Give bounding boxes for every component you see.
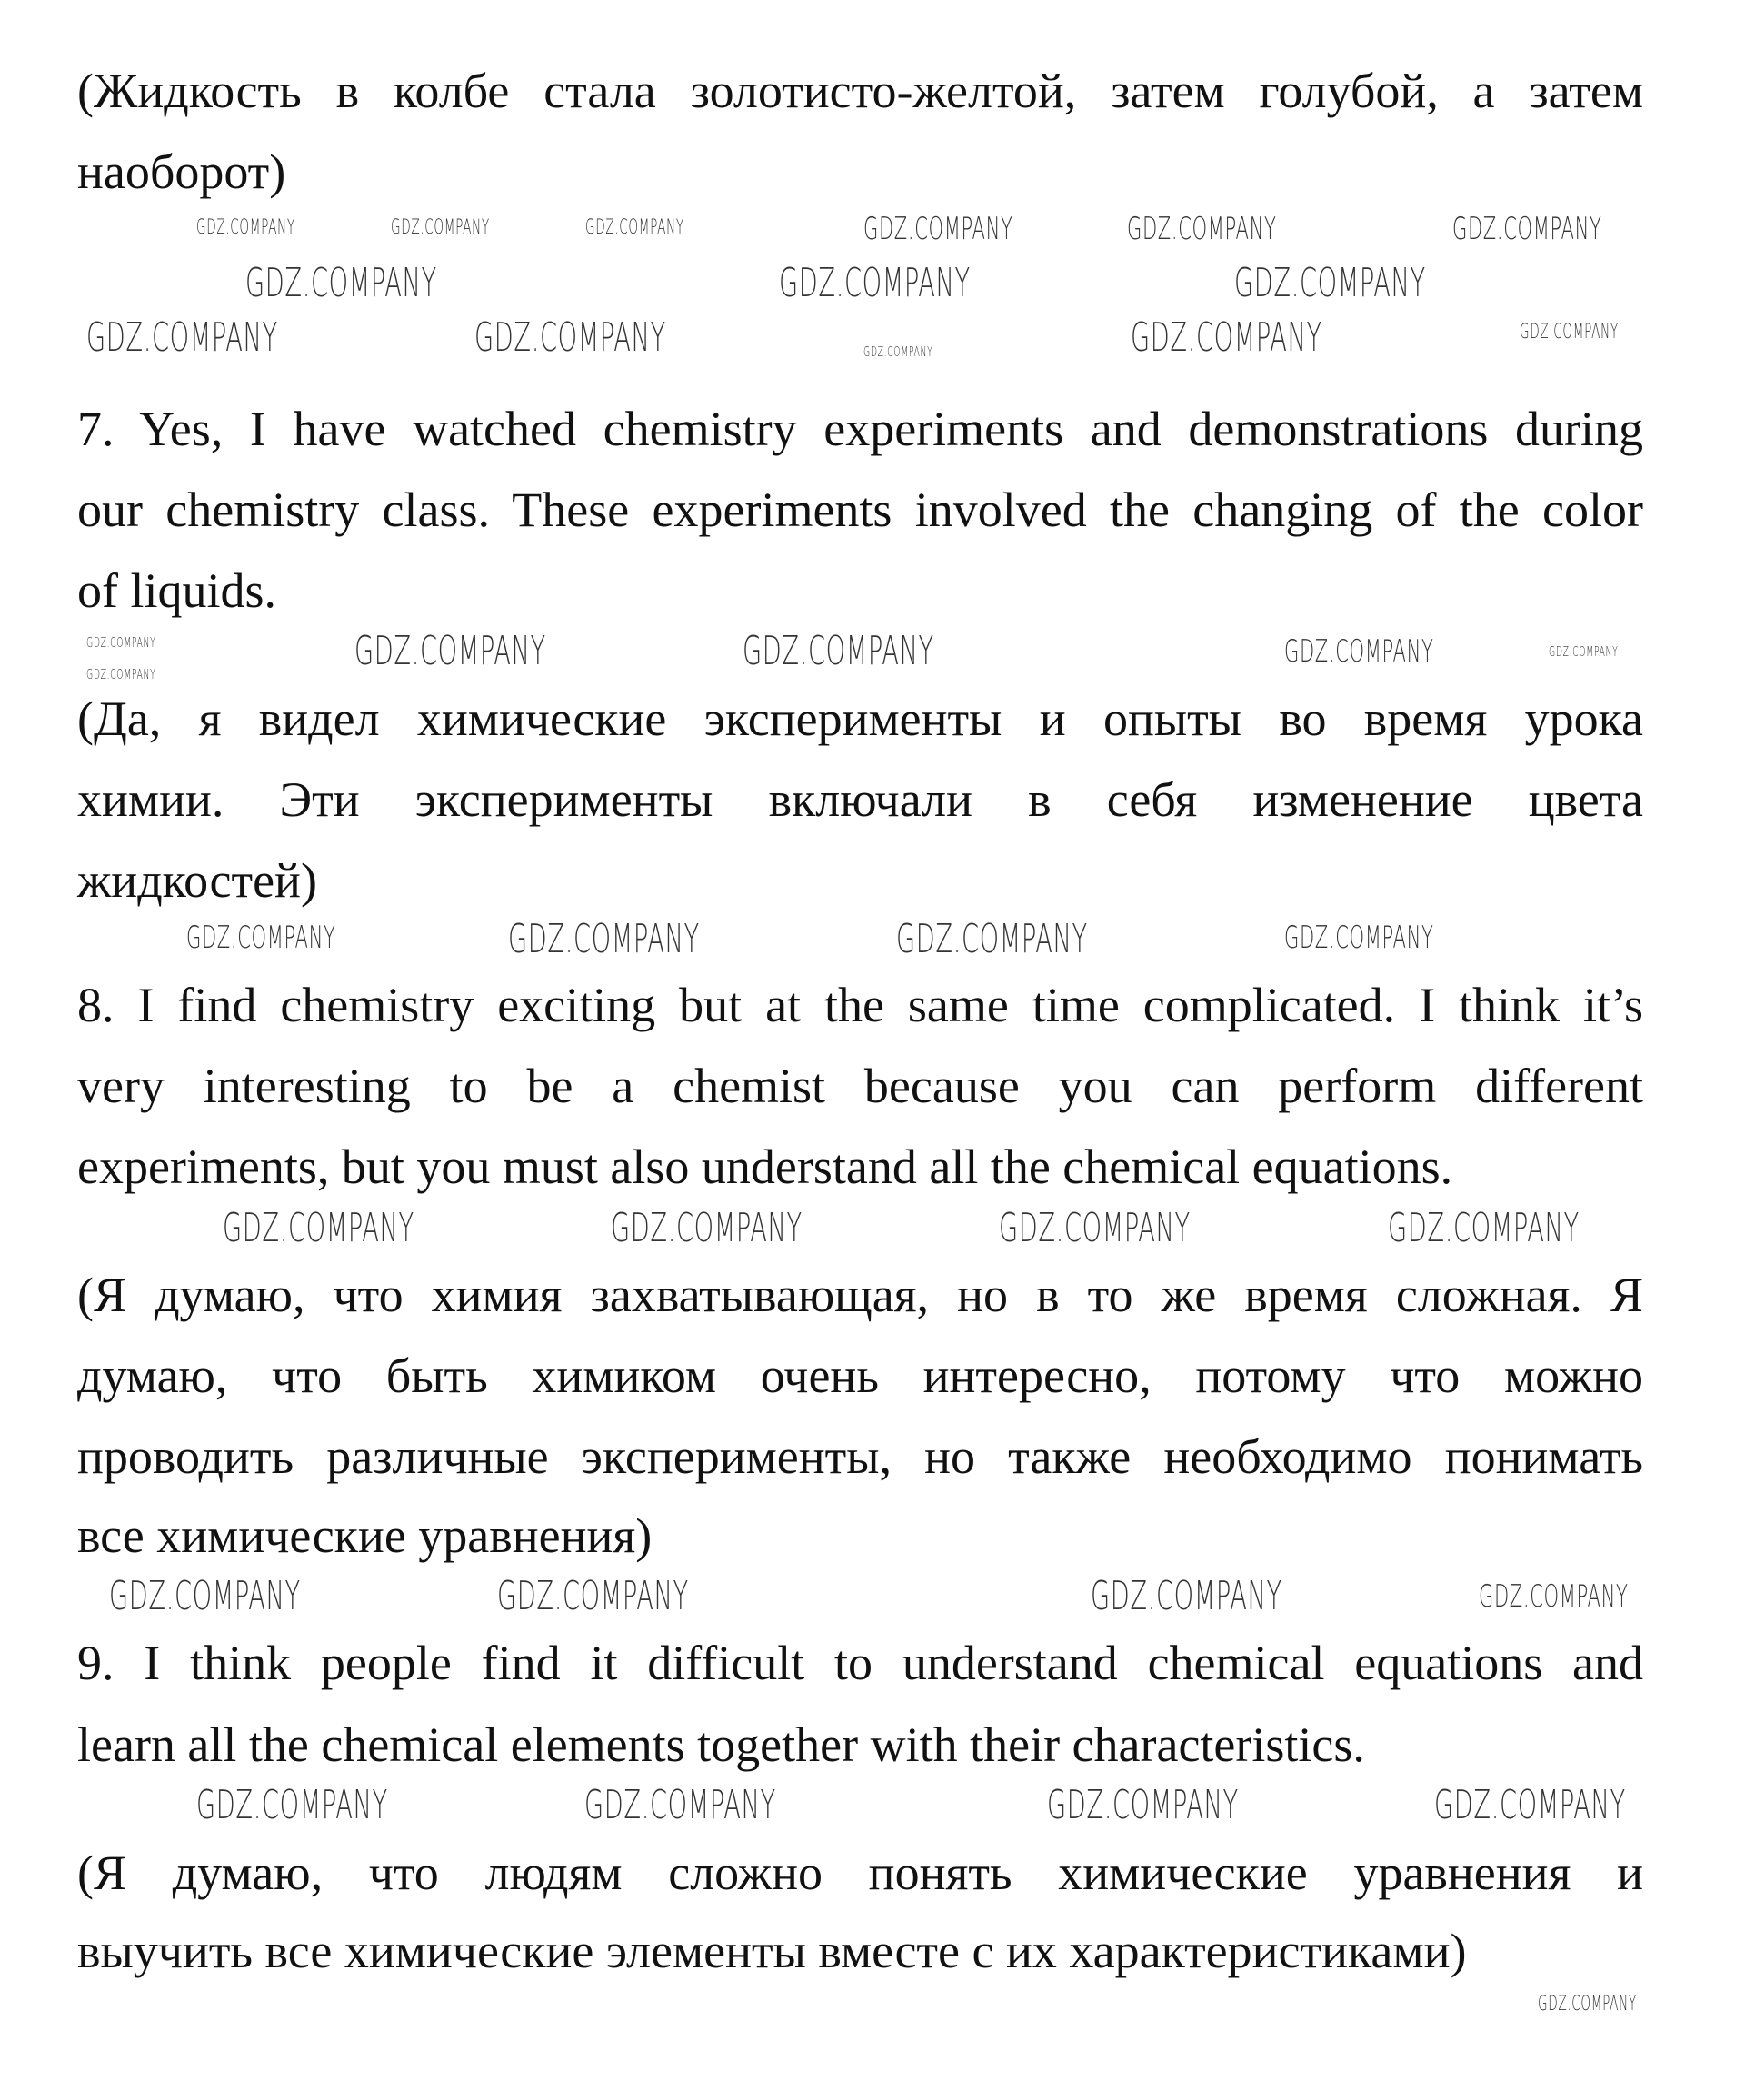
text-line: (Я думаю, что химия захватывающая, но в то же время сложная. Я (77, 1268, 1643, 1322)
watermark: GDZ.COMPANY (584, 1782, 776, 1828)
watermark: GDZ.COMPANY (585, 216, 684, 239)
watermark: GDZ.COMPANY (196, 216, 295, 239)
watermark: GDZ.COMPANY (1549, 643, 1619, 660)
text-line: проводить различные эксперименты, но также необходимо понимать (77, 1429, 1643, 1484)
watermark: GDZ.COMPANY (354, 628, 546, 674)
watermark: GDZ.COMPANY (245, 260, 437, 306)
watermark: GDZ.COMPANY (1538, 1993, 1637, 2015)
watermark: GDZ.COMPANY (391, 216, 490, 239)
watermark: GDZ.COMPANY (223, 1205, 414, 1251)
text-line: наоборот) (77, 144, 286, 199)
watermark: GDZ.COMPANY (1452, 211, 1602, 247)
watermark: GDZ.COMPANY (196, 1782, 388, 1828)
text-line: experiments, but you must also understand all the chemical equations. (77, 1140, 1453, 1194)
text-line: думаю, что быть химиком очень интересно, потому что можно (77, 1349, 1643, 1403)
watermark: GDZ.COMPANY (86, 314, 278, 361)
watermark: GDZ.COMPANY (999, 1205, 1191, 1251)
watermark: GDZ.COMPANY (1434, 1782, 1626, 1828)
watermark: GDZ.COMPANY (1091, 1573, 1282, 1619)
text-line: 7. Yes, I have watched chemistry experiments and demonstrations during (77, 402, 1643, 456)
watermark: GDZ.COMPANY (1234, 260, 1426, 306)
watermark: GDZ.COMPANY (1284, 633, 1434, 670)
watermark: GDZ.COMPANY (1127, 211, 1277, 247)
watermark: GDZ.COMPANY (1388, 1205, 1580, 1251)
watermark: GDZ.COMPANY (86, 634, 156, 651)
text-line: жидкостей) (77, 853, 317, 908)
watermark: GDZ.COMPANY (611, 1205, 803, 1251)
watermark: GDZ.COMPANY (1047, 1782, 1239, 1828)
watermark: GDZ.COMPANY (86, 666, 156, 682)
watermark: GDZ.COMPANY (186, 920, 336, 956)
text-line: (Жидкость в колбе стала золотисто-желтой, затем голубой, а затем (77, 64, 1643, 118)
watermark: GDZ.COMPANY (508, 916, 700, 962)
watermark: GDZ.COMPANY (779, 260, 971, 306)
text-line: 8. I find chemistry exciting but at the same time complicated. I think it’s (77, 978, 1643, 1032)
text-line: выучить все химические элементы вместе с их характеристиками) (77, 1924, 1467, 1978)
watermark: GDZ.COMPANY (863, 343, 933, 360)
watermark: GDZ.COMPANY (863, 211, 1013, 247)
text-line: learn all the chemical elements together with their characteristics. (77, 1717, 1365, 1772)
text-line: химии. Эти эксперименты включали в себя изменение цвета (77, 772, 1643, 827)
watermark: GDZ.COMPANY (109, 1573, 301, 1619)
text-line: (Я думаю, что людям сложно понять химические уравнения и (77, 1846, 1643, 1900)
watermark: GDZ.COMPANY (1284, 920, 1434, 956)
text-line: 9. I think people find it difficult to understand chemical equations and (77, 1636, 1643, 1690)
text-line: (Да, я видел химические эксперименты и опыты во время урока (77, 692, 1643, 746)
text-line: все химические уравнения) (77, 1508, 653, 1563)
watermark: GDZ.COMPANY (1520, 321, 1619, 343)
text-line: of liquids. (77, 563, 277, 618)
watermark: GDZ.COMPANY (743, 628, 934, 674)
watermark: GDZ.COMPANY (1131, 314, 1322, 361)
watermark: GDZ.COMPANY (896, 916, 1088, 962)
text-line: very interesting to be a chemist because you can perform different (77, 1059, 1643, 1113)
watermark: GDZ.COMPANY (474, 314, 666, 361)
watermark: GDZ.COMPANY (497, 1573, 689, 1619)
watermark: GDZ.COMPANY (1479, 1578, 1629, 1615)
text-line: our chemistry class. These experiments involved the changing of the color (77, 483, 1643, 537)
